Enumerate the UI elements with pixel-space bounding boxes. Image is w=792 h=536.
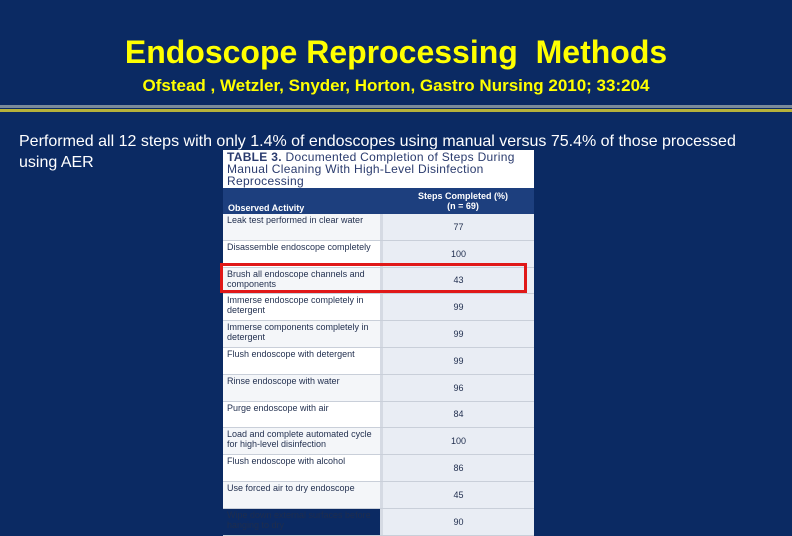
table-caption <box>223 150 534 188</box>
activity-cell: Disassemble endoscope completely <box>223 241 383 267</box>
table-row <box>223 428 534 455</box>
divider-line-accent <box>0 109 792 112</box>
table-caption-label: TABLE 3. <box>227 150 282 164</box>
percent-cell: 100 <box>383 428 534 454</box>
activity-cell: Purge endoscope with air <box>223 402 383 428</box>
percent-cell: 99 <box>383 348 534 374</box>
header-steps-label: Steps Completed (%) <box>417 191 508 201</box>
percent-cell: 96 <box>383 375 534 401</box>
table-row <box>223 321 534 348</box>
highlight-box <box>220 263 527 293</box>
table-row <box>223 482 534 509</box>
percent-cell: 43 <box>383 268 534 294</box>
percent-cell: 77 <box>383 214 534 240</box>
slide-title: Endoscope Reprocessing Methods <box>124 34 668 70</box>
header-activity: Observed Activity <box>228 203 305 213</box>
completion-table <box>223 150 534 530</box>
percent-cell: 99 <box>383 321 534 347</box>
slide-body-text: Performed all 12 steps with only 1.4% of endoscopes using manual versus 75.4% of those processed using AER <box>19 133 736 171</box>
activity-cell: Leak test performed in clear water <box>223 214 383 240</box>
percent-cell: 45 <box>383 482 534 508</box>
table-header <box>223 188 534 214</box>
activity-cell: Flush endoscope with alcohol <box>223 455 383 481</box>
activity-cell: Use forced air to dry endoscope <box>223 482 383 508</box>
table-row <box>223 348 534 375</box>
header-steps <box>392 188 534 214</box>
activity-cell: Brush all endoscope channels and components <box>223 268 383 294</box>
activity-cell: Load and complete automated cycle for high-level disinfection <box>223 428 383 454</box>
percent-cell: 100 <box>383 241 534 267</box>
header-n: (n = 69) <box>447 201 479 211</box>
activity-cell: Flush endoscope with detergent <box>223 348 383 374</box>
slide-subtitle: Ofstead , Wetzler, Snyder, Horton, Gastro Nursing 2010; 33:204 <box>142 76 650 95</box>
activity-cell: Immerse components completely in detergent <box>223 321 383 347</box>
percent-cell: 99 <box>383 294 534 320</box>
activity-cell: Immerse endoscope completely in detergent <box>223 294 383 320</box>
activity-cell: Rinse endoscope with water <box>223 375 383 401</box>
percent-cell: 84 <box>383 402 534 428</box>
percent-cell: 86 <box>383 455 534 481</box>
table-caption-text: Documented Completion of Steps During Manual Cleaning With High-Level Disinfection Reprocessing <box>227 150 515 188</box>
divider-line <box>0 105 792 108</box>
percent-cell: 90 <box>383 509 534 535</box>
table-row <box>223 294 534 321</box>
table-row <box>223 375 534 402</box>
table-row <box>223 402 534 429</box>
table-row <box>223 214 534 241</box>
table-row <box>223 455 534 482</box>
table-row <box>223 509 534 536</box>
activity-cell: Wipe down external surfaces before hanging to dry <box>223 509 383 535</box>
